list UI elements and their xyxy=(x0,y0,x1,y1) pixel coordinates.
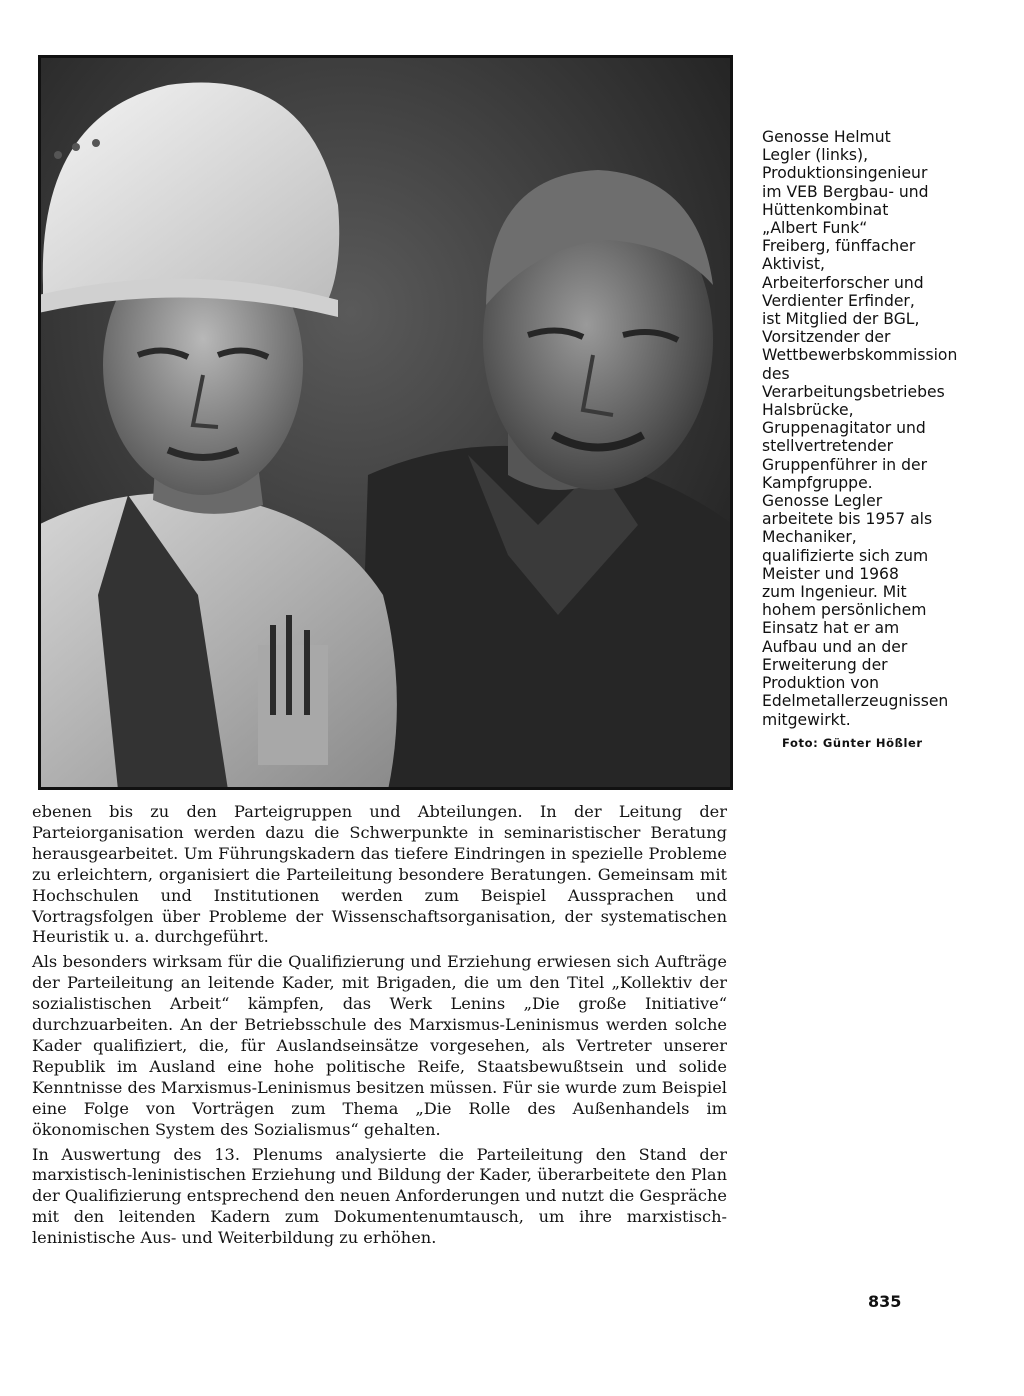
photo-two-workers-icon xyxy=(38,55,733,790)
paragraph: Als besonders wirksam für die Qualifizierung und Erziehung erwiesen sich Aufträge der Parteileitung an leitende Kader, mit Brigaden, die um den Titel „Kollektiv der sozialistischen Arbeit“ kämpfen, das Werk Lenins „Die große Initiative“ durchzuarbeiten. An der Betriebsschule des Marxismus-Leninismus werden solche Kader qualifiziert, die, für Auslandseinsätze vorgesehen, als Vertreter unserer Republik im Ausland eine hohe politische Reife, Staatsbewußtsein und solide Kenntnisse des Marxismus-Leninismus besitzen müssen. Für sie wurde zum Beispiel eine Folge von Vorträgen zum Thema „Die Rolle des Außenhandels im ökonomischen System des Sozialismus“ gehalten. xyxy=(32,952,727,1139)
paragraph: ebenen bis zu den Parteigruppen und Abteilungen. In der Leitung der Parteiorganisation werden dazu die Schwerpunkte in seminaristischer Beratung herausgearbeitet. Um Führungskadern das tiefere Eindringen in spezielle Probleme zu erleichtern, organisiert die Parteileitung besondere Beratungen. Gemeinsam mit Hochschulen und Institutionen werden zum Beispiel Aussprachen und Vortragsfolgen über Probleme der Wissenschaftsorganisation, der systematischen Heuristik u. a. durchgeführt. xyxy=(32,802,727,947)
paragraph: In Auswertung des 13. Plenums analysierte die Parteileitung den Stand der marxistisch-leninistischen Erziehung und Bildung der Kader, überarbeitete den Plan der Qualifizierung entsprechend den neuen Anforderungen und nutzt die Gespräche mit den leitenden Kadern zum Dokumentenumtausch, um ihre marxistisch-leninistische Aus- und Weiterbildung zu erhöhen. xyxy=(32,1144,727,1248)
photo xyxy=(38,55,733,790)
article-body xyxy=(32,802,727,1253)
photo-credit: Foto: Günter Hößler xyxy=(782,735,923,750)
caption-text: Genosse Helmut Legler (links), Produktionsingenieur im VEB Bergbau- und Hüttenkombinat „Albert Funk“ Freiberg, fünffacher Aktivist, Arbeiterforscher und Verdienter Erfinder, ist Mitglied der BGL, Vorsitzender der Wettbewerbskommission des Verarbeitungsbetriebes Halsbrücke, Gruppenagitator und stellvertretender Gruppenführer in der Kampfgruppe. Genosse Legler arbeitete bis 1957 als Mechaniker, qualifizierte sich zum Meister und 1968 zum Ingenieur. Mit hohem persönlichem Einsatz hat er am Aufbau und an der Erweiterung der Produktion von Edelmetallerzeugnissen mitgewirkt. xyxy=(762,128,958,729)
photo-caption xyxy=(762,128,958,752)
page-number: 835 xyxy=(868,1292,902,1311)
